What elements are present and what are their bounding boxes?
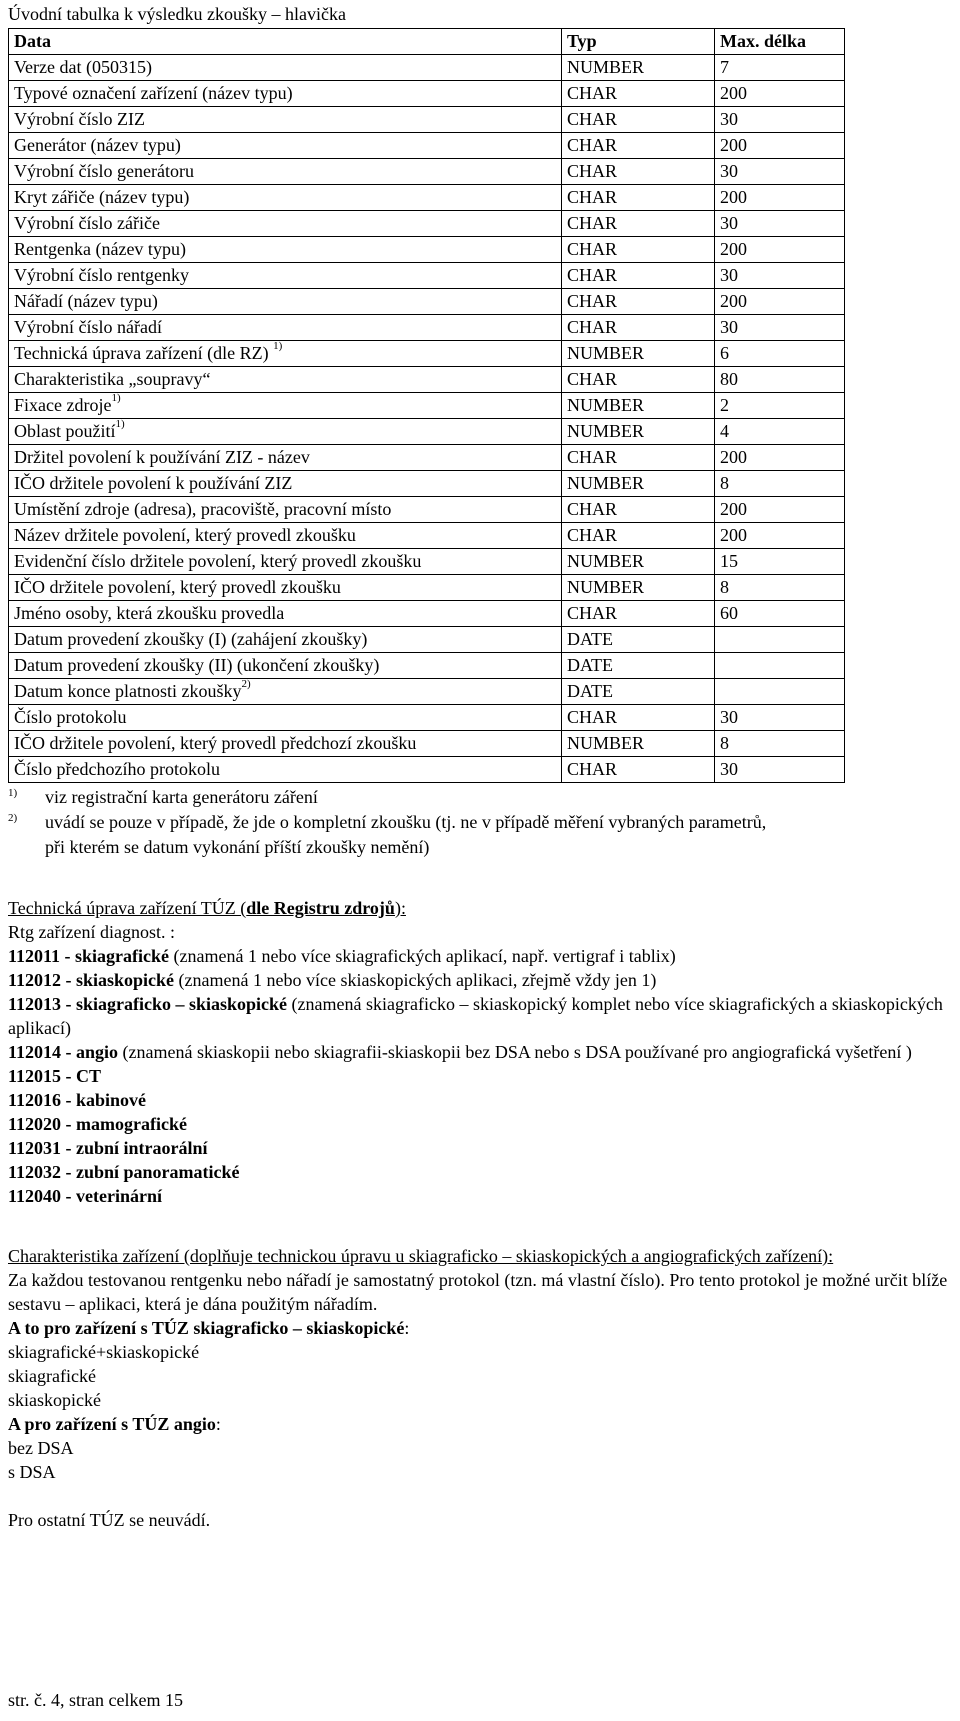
tuz-item: 112040 - veterinární [8, 1186, 162, 1206]
table-row [9, 159, 845, 185]
table-row [9, 471, 845, 497]
cell-data-name: Výrobní číslo rentgenky [9, 263, 562, 289]
tuz-item: 112011 - skiagrafické (znamená 1 nebo více skiagrafických aplikací, např. vertigraf i tablix) [8, 946, 676, 966]
cell-type: CHAR [562, 497, 715, 523]
footnote-mark: 2) [8, 812, 18, 824]
table-row [9, 445, 845, 471]
cell-max-length: 30 [715, 705, 845, 731]
cell-type: NUMBER [562, 549, 715, 575]
table-row [9, 107, 845, 133]
b-list-item: s DSA [8, 1462, 56, 1482]
cell-max-length: 7 [715, 55, 845, 81]
table-row [9, 601, 845, 627]
cell-type: CHAR [562, 601, 715, 627]
tuz-item: 112020 - mamografické [8, 1114, 187, 1134]
cell-data-name: IČO držitele povolení, který provedl zkoušku [9, 575, 562, 601]
cell-max-length: 30 [715, 211, 845, 237]
cell-type: CHAR [562, 445, 715, 471]
cell-type: NUMBER [562, 419, 715, 445]
table-row [9, 55, 845, 81]
cell-data-name: Evidenční číslo držitele povolení, který provedl zkoušku [9, 549, 562, 575]
cell-data-name: Rentgenka (název typu) [9, 237, 562, 263]
cell-type: CHAR [562, 705, 715, 731]
cell-max-length: 200 [715, 237, 845, 263]
cell-data-name: Generátor (název typu) [9, 133, 562, 159]
header-type: Typ [562, 29, 715, 55]
document-page [8, 0, 952, 1532]
cell-type: NUMBER [562, 341, 715, 367]
cell-type: NUMBER [562, 393, 715, 419]
cell-max-length [715, 627, 845, 653]
table-row [9, 653, 845, 679]
table-row [9, 419, 845, 445]
cell-max-length: 200 [715, 445, 845, 471]
table-row [9, 237, 845, 263]
cell-max-length: 8 [715, 575, 845, 601]
table-row [9, 679, 845, 705]
table-row [9, 81, 845, 107]
table-row [9, 627, 845, 653]
cell-max-length: 2 [715, 393, 845, 419]
tuz-item: 112031 - zubní intraorální [8, 1138, 208, 1158]
table-row [9, 497, 845, 523]
a-list-item: skiagrafické [8, 1366, 96, 1386]
cell-type: DATE [562, 679, 715, 705]
tuz-item: 112016 - kabinové [8, 1090, 147, 1110]
cell-max-length: 200 [715, 133, 845, 159]
footnote-text: při kterém se datum vykonání příští zkoušky nemění) [45, 837, 430, 857]
tuz-item: 112012 - skiaskopické (znamená 1 nebo více skiaskopických aplikaci, zřejmě vždy jen 1) [8, 970, 657, 990]
tuz-item: 112014 - angio (znamená skiaskopii nebo skiagrafii-skiaskopii bez DSA nebo s DSA používané pro angiografická vyšetření ) [8, 1042, 912, 1062]
table-row [9, 367, 845, 393]
table-row [9, 705, 845, 731]
a-title: A to pro zařízení s TÚZ skiagraficko – skiaskopické: [8, 1318, 410, 1338]
cell-max-length: 6 [715, 341, 845, 367]
cell-data-name: Kryt zářiče (název typu) [9, 185, 562, 211]
cell-max-length: 200 [715, 497, 845, 523]
cell-type: CHAR [562, 107, 715, 133]
b-title: A pro zařízení s TÚZ angio: [8, 1414, 221, 1434]
cell-max-length: 30 [715, 159, 845, 185]
cell-data-name: IČO držitele povolení k používání ZIZ [9, 471, 562, 497]
footnote-ref: 1) [115, 418, 125, 430]
cell-type: NUMBER [562, 471, 715, 497]
cell-max-length: 30 [715, 107, 845, 133]
table-row [9, 133, 845, 159]
cell-data-name: Jméno osoby, která zkoušku provedla [9, 601, 562, 627]
table-row [9, 757, 845, 783]
table-row [9, 549, 845, 575]
cell-max-length: 15 [715, 549, 845, 575]
table-row [9, 211, 845, 237]
cell-max-length: 30 [715, 757, 845, 783]
characteristics-title: Charakteristika zařízení (doplňuje technickou úpravu u skiagraficko – skiaskopických a angiografických zařízení): [8, 1246, 834, 1266]
table-row [9, 393, 845, 419]
cell-type: NUMBER [562, 731, 715, 757]
table-row [9, 575, 845, 601]
cell-data-name: Výrobní číslo generátoru [9, 159, 562, 185]
cell-type: CHAR [562, 289, 715, 315]
b-list-item: bez DSA [8, 1438, 74, 1458]
cell-data-name: IČO držitele povolení, který provedl předchozí zkoušku [9, 731, 562, 757]
table-row [9, 523, 845, 549]
footnote-text: viz registrační karta generátoru záření [45, 787, 318, 807]
cell-max-length: 200 [715, 523, 845, 549]
cell-data-name: Výrobní číslo zářiče [9, 211, 562, 237]
cell-max-length: 80 [715, 367, 845, 393]
tuz-item: 112013 - skiagraficko – skiaskopické (znamená skiagraficko – skiaskopický komplet nebo více skiagrafických a skiaskopických aplikací) [8, 994, 943, 1038]
cell-max-length: 30 [715, 315, 845, 341]
cell-type: DATE [562, 627, 715, 653]
cell-type: NUMBER [562, 575, 715, 601]
cell-type: CHAR [562, 757, 715, 783]
tuz-item: 112015 - CT [8, 1066, 102, 1086]
other-note: Pro ostatní TÚZ se neuvádí. [8, 1510, 211, 1530]
characteristics-section [8, 1244, 952, 1532]
cell-type: CHAR [562, 133, 715, 159]
cell-max-length [715, 679, 845, 705]
table-row [9, 185, 845, 211]
cell-data-name: Oblast použití$^{1)}$ [9, 419, 562, 445]
footnote-ref: 1) [111, 392, 121, 404]
page-heading: Úvodní tabulka k výsledku zkoušky – hlavička [8, 4, 346, 24]
a-list-item: skiagrafické+skiaskopické [8, 1342, 200, 1362]
cell-type: DATE [562, 653, 715, 679]
cell-max-length: 8 [715, 471, 845, 497]
cell-type: CHAR [562, 367, 715, 393]
cell-data-name: Datum provedení zkoušky (II) (ukončení zkoušky) [9, 653, 562, 679]
cell-data-name: Technická úprava zařízení (dle RZ) $^{1)}$ [9, 341, 562, 367]
footnote [8, 810, 952, 860]
cell-data-name: Číslo protokolu [9, 705, 562, 731]
cell-data-name: Držitel povolení k používání ZIZ - název [9, 445, 562, 471]
page-footer: str. č. 4, stran celkem 15 [8, 1690, 183, 1710]
data-spec-table [8, 28, 845, 783]
cell-data-name: Číslo předchozího protokolu [9, 757, 562, 783]
cell-type: CHAR [562, 159, 715, 185]
cell-type: CHAR [562, 263, 715, 289]
cell-max-length: 30 [715, 263, 845, 289]
cell-type: CHAR [562, 315, 715, 341]
cell-max-length: 4 [715, 419, 845, 445]
cell-data-name: Datum konce platnosti zkoušky$^{2)}$ [9, 679, 562, 705]
cell-data-name: Nářadí (název typu) [9, 289, 562, 315]
cell-data-name: Umístění zdroje (adresa), pracoviště, pracovní místo [9, 497, 562, 523]
cell-data-name: Verze dat (050315) [9, 55, 562, 81]
cell-type: CHAR [562, 523, 715, 549]
cell-data-name: Datum provedení zkoušky (I) (zahájení zkoušky) [9, 627, 562, 653]
header-data: Data [9, 29, 562, 55]
cell-max-length: 200 [715, 185, 845, 211]
cell-data-name: Charakteristika „soupravy“ [9, 367, 562, 393]
table-header-row [9, 29, 845, 55]
cell-type: CHAR [562, 81, 715, 107]
footnote-text: uvádí se pouze v případě, že jde o kompletní zkoušku (tj. ne v případě měření vybraných parametrů, [45, 812, 767, 832]
a-list-item: skiaskopické [8, 1390, 101, 1410]
cell-type: NUMBER [562, 55, 715, 81]
table-row [9, 315, 845, 341]
cell-type: CHAR [562, 185, 715, 211]
cell-max-length: 60 [715, 601, 845, 627]
footnote [8, 785, 952, 810]
footnote-ref: 1) [273, 340, 283, 352]
table-row [9, 263, 845, 289]
characteristics-intro: Za každou testovanou rentgenku nebo nářadí je samostatný protokol (tzn. má vlastní číslo). Pro tento protokol je možné určit blíže sestavu – aplikaci, která je dána použitým nářadím. [8, 1270, 948, 1314]
cell-max-length [715, 653, 845, 679]
cell-max-length: 200 [715, 289, 845, 315]
table-row [9, 731, 845, 757]
cell-data-name: Fixace zdroje$^{1)}$ [9, 393, 562, 419]
tuz-section [8, 896, 952, 1208]
tuz-subtitle: Rtg zařízení diagnost. : [8, 922, 175, 942]
cell-data-name: Výrobní číslo nářadí [9, 315, 562, 341]
footnote-mark: 1) [8, 787, 18, 799]
header-max-length: Max. délka [715, 29, 845, 55]
footnote-ref: 2) [241, 678, 251, 690]
cell-type: CHAR [562, 237, 715, 263]
tuz-title: Technická úprava zařízení TÚZ (dle Registru zdrojů): [8, 898, 406, 918]
table-row [9, 341, 845, 367]
table-row [9, 289, 845, 315]
cell-max-length: 200 [715, 81, 845, 107]
cell-data-name: Typové označení zařízení (název typu) [9, 81, 562, 107]
cell-max-length: 8 [715, 731, 845, 757]
cell-data-name: Název držitele povolení, který provedl zkoušku [9, 523, 562, 549]
footnotes [8, 785, 952, 860]
cell-data-name: Výrobní číslo ZIZ [9, 107, 562, 133]
cell-type: CHAR [562, 211, 715, 237]
tuz-item: 112032 - zubní panoramatické [8, 1162, 240, 1182]
